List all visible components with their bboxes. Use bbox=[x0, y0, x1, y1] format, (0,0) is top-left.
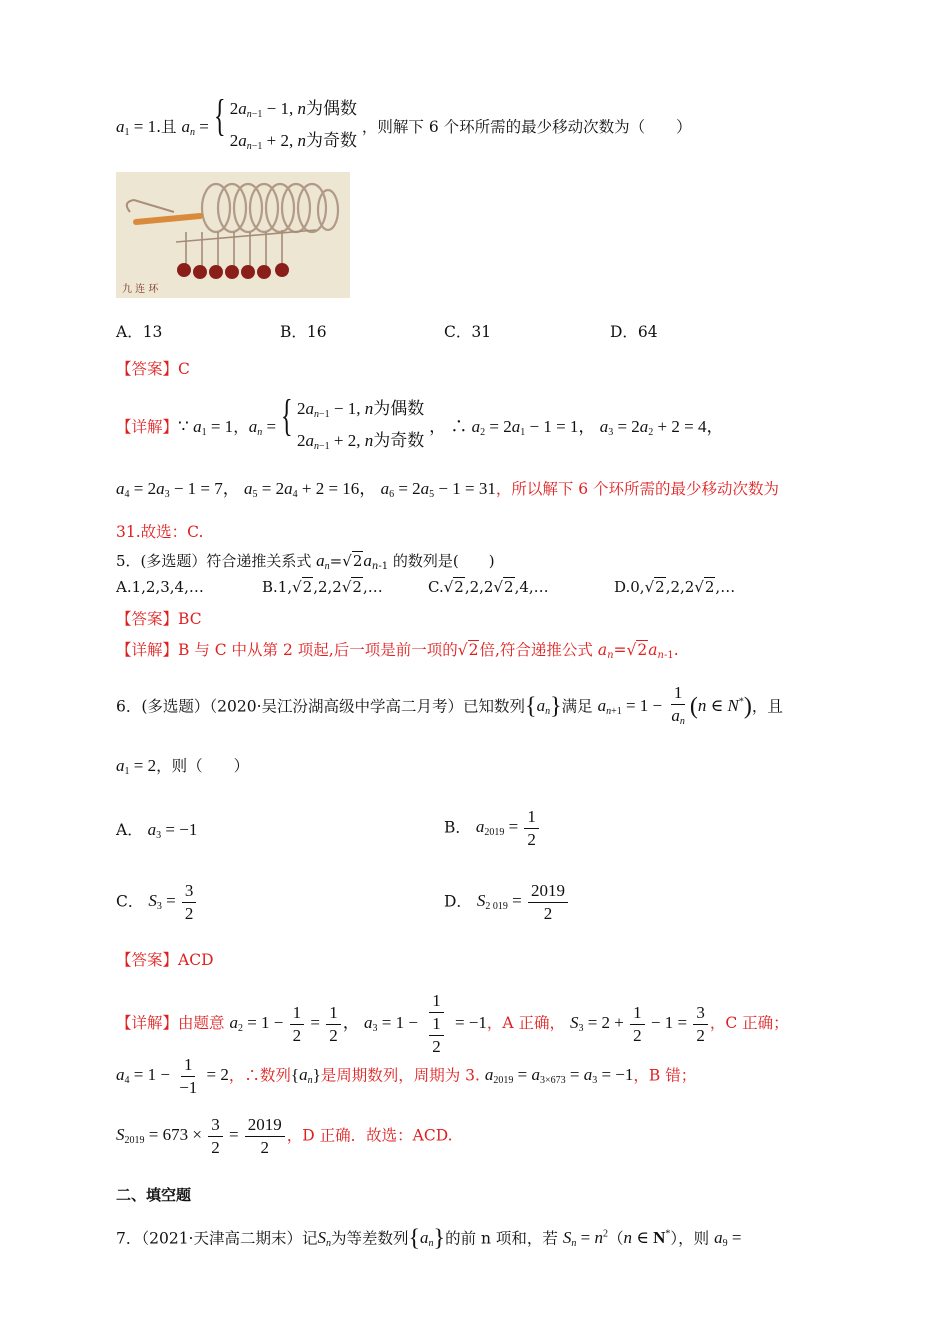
q4-stem-text: ，则解下 6 个环所需的最少移动次数为（ ） bbox=[361, 118, 692, 136]
q5-stem: 5．(多选题）符合递推关系式 $a_n=√2a_{n-1}$ 的数列是( ) bbox=[116, 551, 495, 572]
q4-detail-end: 31.故选：C. bbox=[116, 523, 204, 541]
q6-option-b[interactable]: B． $a_{2019}$ = $\frac{1}{2}$ bbox=[444, 806, 541, 851]
q6-stem: 6．(多选题）（2020·吴江汾湖高级中学高二月考）已知数列$\{a_n\}$满足 $a_{n+1} = 1$ − $\frac{1}{a_n}$ (n ∈ N*)，且 bbox=[116, 683, 783, 727]
q6-answer: 【答案】ACD bbox=[116, 951, 214, 969]
answer-label: 【答案】 bbox=[116, 360, 179, 378]
answer-value: C bbox=[178, 360, 190, 378]
q7-stem: 7．（2021·天津高二期末）记$S_n$为等差数列$\{a_n\}$的前 n 项和，若 $S_n = n^2(n$ ∈ N*），则 $a_9$ = bbox=[116, 1226, 742, 1252]
q5-option-d[interactable]: D.0,√2,2,2√2,… bbox=[614, 578, 736, 596]
detail-label: 【详解】 bbox=[116, 418, 179, 436]
q4-option-a[interactable]: A．13 bbox=[116, 323, 163, 341]
q5-answer: 【答案】BC bbox=[116, 610, 202, 628]
q6-detail-line1: 【详解】由题意 $a_2 = 1$ − $\frac{1}{2}$ = $\frac{1}{2}$ ， $a_3 = 1$ − $\frac{1}{\frac{1}{2}}$ = −1，A 正确， $S_3 = 2$ + $\frac{1}{2}$ − 1 = $\frac{3}{2}$ ，C 正确； bbox=[116, 991, 789, 1056]
q4-detail-piecewise: { $2a_{n-1} - 1$, n为偶数 $2a_{n-1} + 2$, n为奇数 bbox=[280, 391, 425, 452]
q5-detail: 【详解】B 与 C 中从第 2 项起,后一项是前一项的√2倍,符合递推公式 $a_n=√2a_{n-1}$. bbox=[116, 641, 679, 661]
q5-option-a[interactable]: A.1,2,3,4,… bbox=[116, 578, 204, 596]
q4-answer bbox=[116, 357, 190, 379]
section-title: 二、填空题 bbox=[116, 1186, 192, 1204]
q4-option-c[interactable]: C．31 bbox=[444, 323, 492, 341]
q6-option-d[interactable]: D． $S_{2 019}$ = $\frac{2019}{2}$ bbox=[444, 880, 570, 925]
q6-detail-line3: $S_{2019} = 673$ × $\frac{3}{2}$ = $\frac{2019}{2}$ ，D 正确．故选：ACD. bbox=[116, 1115, 453, 1157]
photo-caption: 九 连 环 bbox=[122, 284, 159, 295]
nine-rings-photo bbox=[116, 172, 350, 298]
q6-detail-line2: $a_4 = 1$ − $\frac{1}{-1}$ = 2，∴数列$\{a_n\}$是周期数列，周期为 3. $a_{2019} = a_{3\times 673} = a_3 = -1$，B 错； bbox=[116, 1055, 697, 1097]
q4-detail-line2: $a_4 = 2a_3 - 1 = 7$， $a_5 = 2a_4 + 2 = 16$， $a_6 = 2a_5 - 1 = 31$，所以解下 6 个环所需的最少移动次数为 bbox=[116, 479, 780, 500]
q4-piecewise: { $2a_{n-1} - 1$, n为偶数 $2a_{n-1} + 2$, n为奇数 bbox=[213, 91, 357, 152]
q6-option-c[interactable]: C． $S_3$ = $\frac{3}{2}$ bbox=[116, 880, 198, 925]
q4-detail-line1: 【详解】∵ $a_1 = 1$，$a_n$ = { $2a_{n-1} - 1$, n为偶数 $2a_{n-1} + 2$, n为奇数 ， ∴ $a_2 = 2a_1 - 1 = 1$， $a_3 = 2a_2 + 2 = 4$， bbox=[116, 396, 723, 460]
q4-stem-line: $a_1 = 1$.且 $a_n$ = { $2a_{n-1} - 1$, n为偶数 $2a_{n-1} + 2$, n为奇数 ，则解下 6 个环所需的最少移动次数为（ ） bbox=[116, 96, 692, 160]
q6-stem-line2: $a_1 = 2$，则（ ） bbox=[116, 756, 250, 777]
q4-option-b[interactable]: B．16 bbox=[280, 323, 327, 341]
q4-option-d[interactable]: D．64 bbox=[610, 323, 658, 341]
q6-option-a[interactable]: A． $a_3 = -1$ bbox=[116, 820, 198, 841]
q5-option-b[interactable]: B.1,√2,2,2√2,… bbox=[262, 578, 383, 596]
q5-option-c[interactable]: C.√2,2,2√2,4,… bbox=[428, 578, 549, 596]
